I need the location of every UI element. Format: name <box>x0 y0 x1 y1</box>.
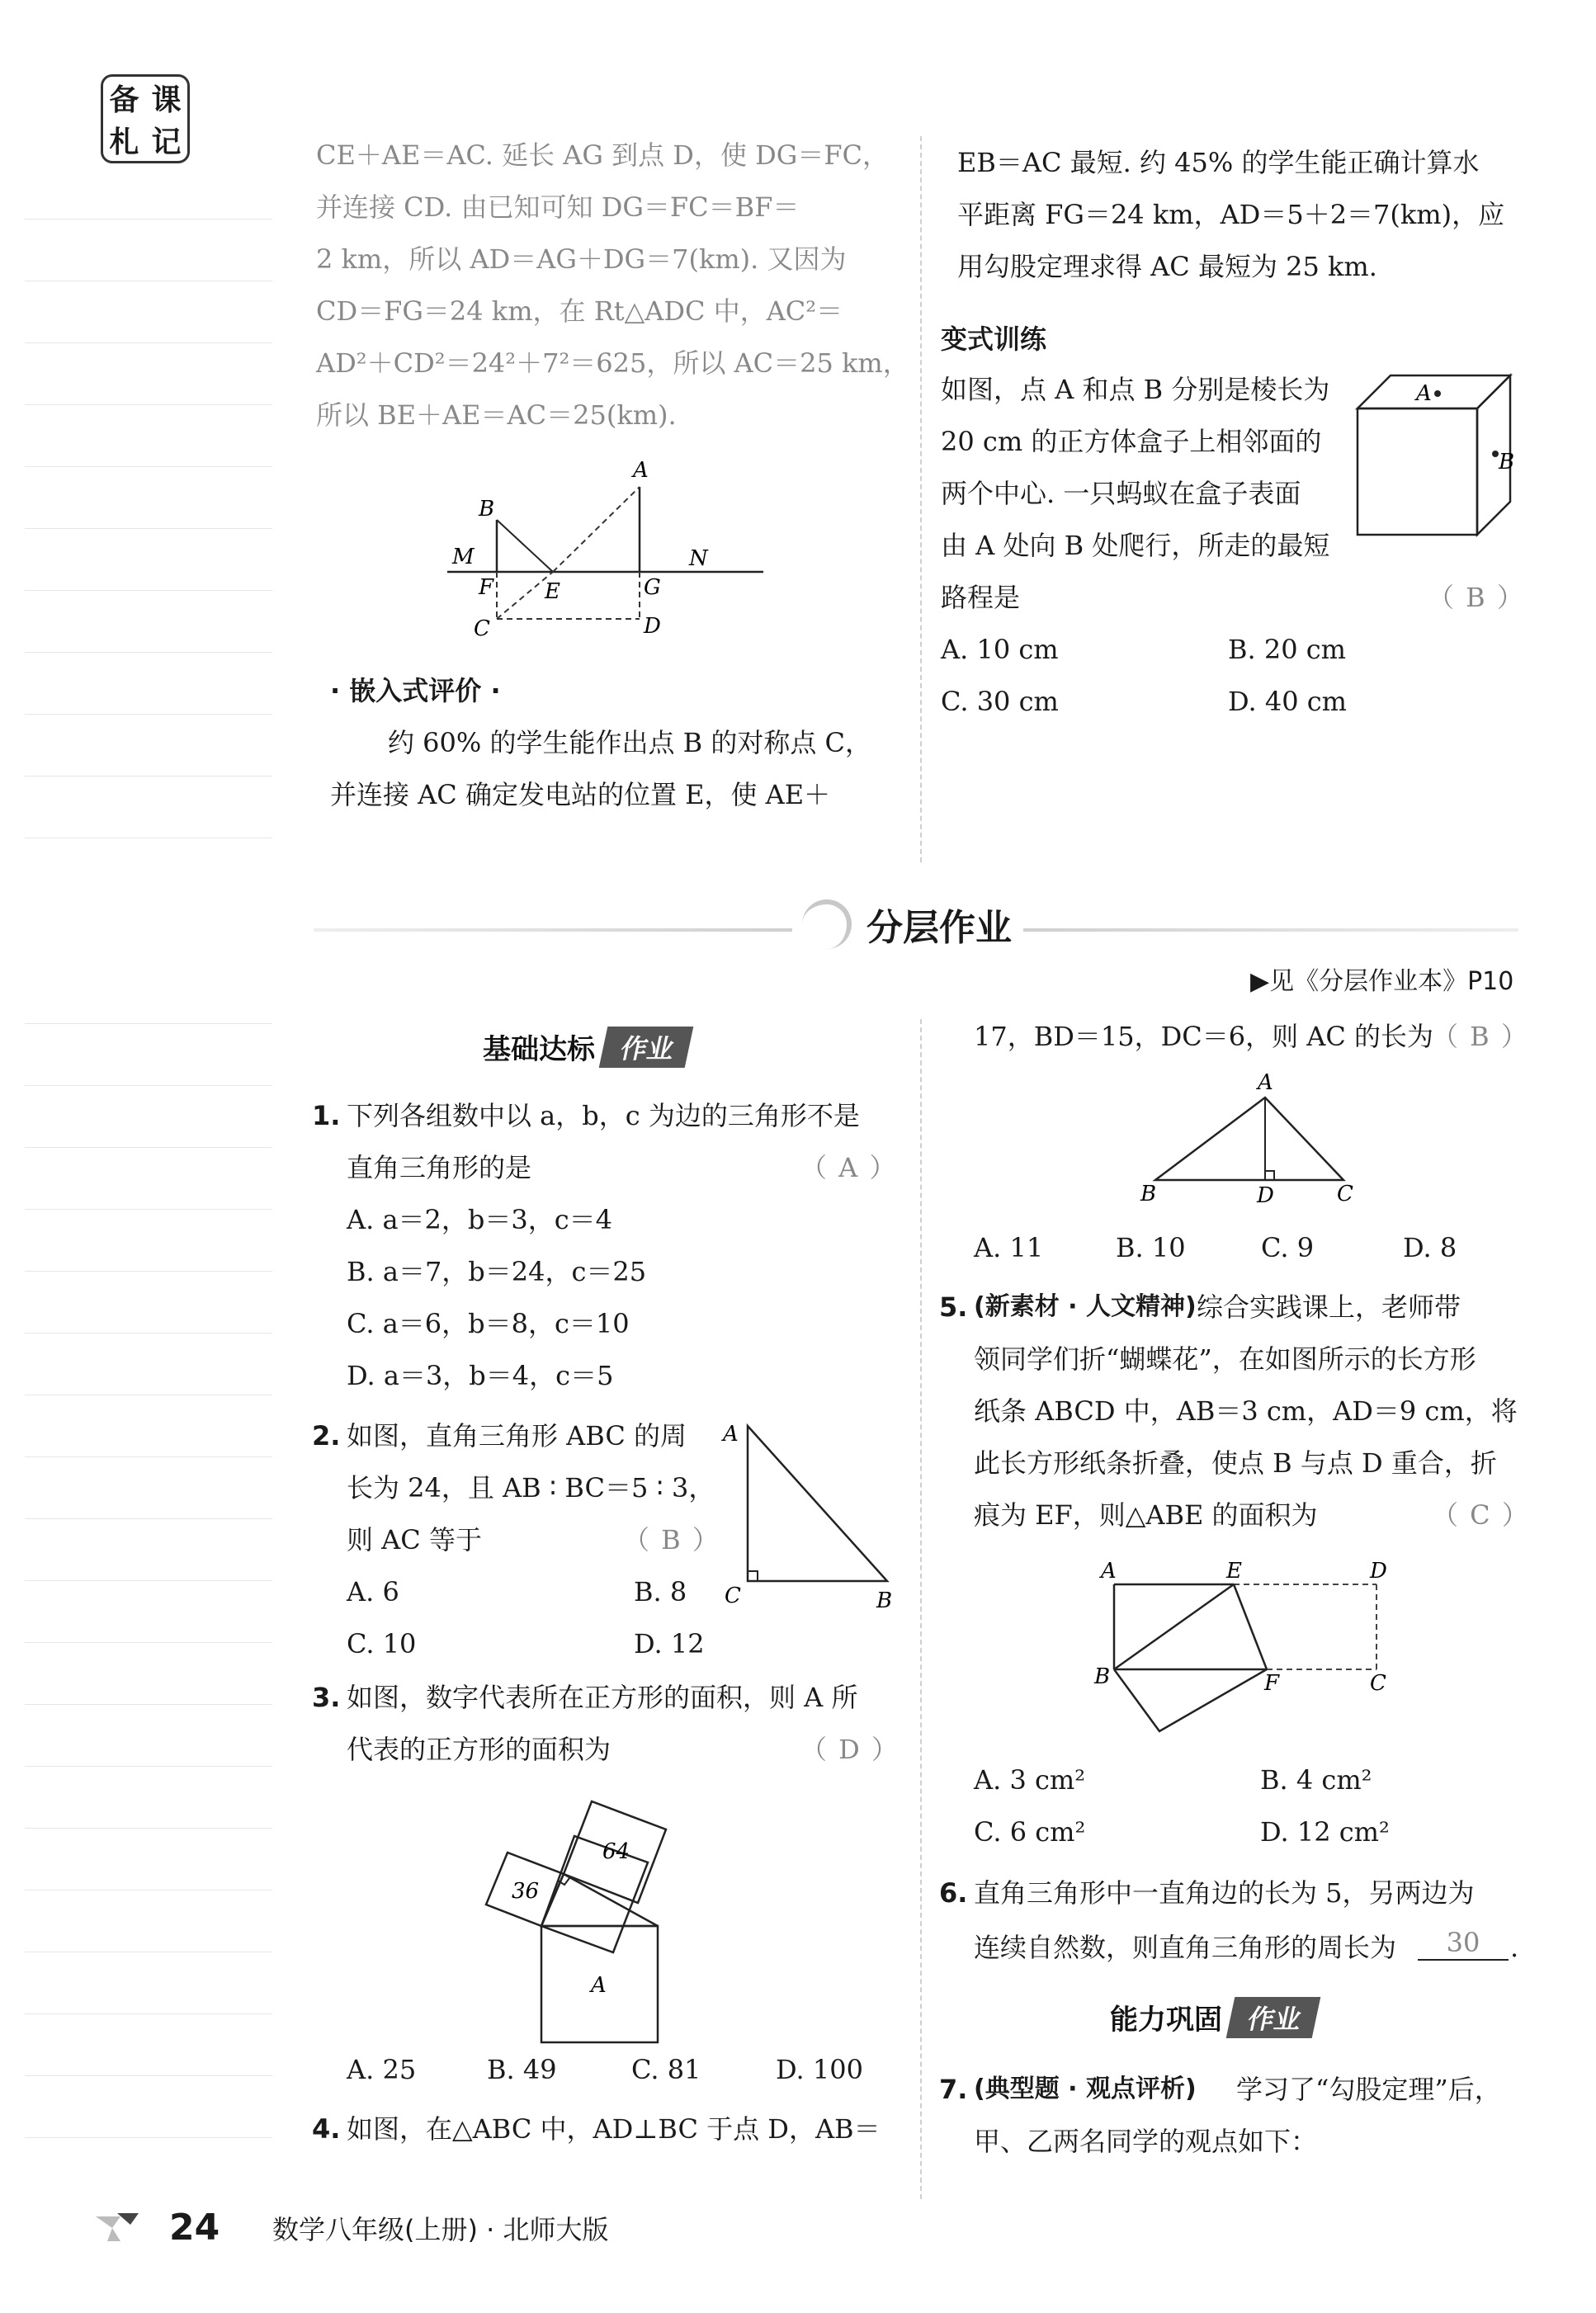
right-triangle-figure <box>718 1411 900 1617</box>
stamp-char: 记 <box>151 125 182 159</box>
badge-tag: 作业 <box>1226 1997 1321 2038</box>
ability-badge <box>1102 1995 1316 2039</box>
variant-line: 路程是 <box>941 582 1021 613</box>
solution-line: 并连接 CD. 由已知可知 DG＝FC＝BF＝ <box>316 191 800 223</box>
variant-line: 20 cm 的正方体盒子上相邻面的 <box>941 426 1322 457</box>
question-line-end: . <box>1510 1932 1519 1963</box>
vertex-label-c: C <box>1370 1671 1386 1696</box>
square-label-64: 64 <box>602 1839 630 1864</box>
header-rule-left <box>314 928 792 932</box>
solution-line: CD＝FG＝24 km，在 Rt△ADC 中，AC²＝ <box>316 295 843 327</box>
option: B. 20 cm <box>1228 634 1347 665</box>
option: B. 10 <box>1116 1232 1186 1263</box>
stamp-char: 课 <box>151 83 182 117</box>
answer-blank: 30 <box>1418 1926 1509 1961</box>
question-number: 3. <box>312 1682 341 1713</box>
option: D. 40 cm <box>1228 686 1348 717</box>
point-label-a: A <box>633 458 649 483</box>
question-line: 长为 24，且 AB ∶ BC＝5 ∶ 3， <box>347 1472 715 1503</box>
option: A. a＝2，b＝3，c＝4 <box>347 1204 613 1235</box>
question-line: 如图，在△ABC 中，AD⊥BC 于点 D，AB＝ <box>347 2113 881 2145</box>
variant-title: 变式训练 <box>941 323 1047 355</box>
point-label-b: B <box>479 497 495 522</box>
folded-strip-figure <box>1089 1551 1403 1741</box>
question-line: 代表的正方形的面积为 <box>347 1734 611 1765</box>
answer-mark: （ C ） <box>1432 1499 1530 1531</box>
question-line: 如图，数字代表所在正方形的面积，则 A 所 <box>347 1682 858 1713</box>
option: A. 25 <box>347 2054 417 2085</box>
notes-stamp <box>101 74 190 163</box>
option: C. 10 <box>347 1628 417 1659</box>
question-line: 此长方形纸条折叠，使点 B 与点 D 重合，折 <box>974 1447 1497 1479</box>
question-number: 6. <box>939 1877 968 1909</box>
header-rule-right <box>1023 928 1518 932</box>
question-line: 下列各组数中以 a，b，c 为边的三角形不是 <box>347 1100 860 1131</box>
question-line: 直角三角形的是 <box>347 1152 532 1183</box>
vertex-label-f: F <box>1264 1671 1280 1696</box>
option: B. a＝7，b＝24，c＝25 <box>347 1256 647 1287</box>
cube-label-a: A <box>1416 381 1432 406</box>
stamp-char: 札 <box>109 125 139 159</box>
solution-line: 所以 BE＋AE＝AC＝25(km). <box>316 399 677 431</box>
option: C. 30 cm <box>941 686 1059 717</box>
vertex-label-a: A <box>723 1422 739 1447</box>
point-label-c: C <box>474 616 490 641</box>
option: D. 8 <box>1403 1232 1457 1263</box>
squares-figure <box>479 1782 726 2055</box>
option: B. 49 <box>487 2054 557 2085</box>
page-number: 24 <box>169 2207 220 2249</box>
square-label-a: A <box>591 1973 607 1998</box>
cube-figure <box>1353 371 1527 545</box>
option: A. 6 <box>347 1576 399 1607</box>
badge-label: 基础达标 <box>483 1033 595 1066</box>
question-line: 领同学们折“蝴蝶花”，在如图所示的长方形 <box>974 1343 1476 1375</box>
option: B. 8 <box>634 1576 687 1607</box>
question-line: 连续自然数，则直角三角形的周长为 <box>974 1932 1397 1963</box>
solution-line: AD²＋CD²＝24²＋7²＝625，所以 AC＝25 km， <box>316 347 909 379</box>
option: D. 12 <box>634 1628 705 1659</box>
question-line: 如图，直角三角形 ABC 的周 <box>347 1420 687 1452</box>
variant-line: 由 A 处向 B 处爬行，所走的最短 <box>941 530 1330 561</box>
question-line: 直角三角形中一直角边的长为 5，另两边为 <box>974 1877 1475 1909</box>
option: C. 81 <box>631 2054 701 2085</box>
question-number: 4. <box>312 2113 341 2145</box>
question-number: 2. <box>312 1420 341 1452</box>
option: D. 12 cm² <box>1260 1816 1390 1848</box>
option: A. 11 <box>974 1232 1044 1263</box>
vertex-label-e: E <box>1226 1559 1242 1584</box>
symmetry-figure <box>437 450 784 648</box>
answer-mark: （ A ） <box>800 1152 898 1183</box>
solution-line: 用勾股定理求得 AC 最短为 25 km. <box>957 251 1377 282</box>
cube-label-b: B <box>1499 450 1515 474</box>
question-line: 甲、乙两名同学的观点如下： <box>974 2126 1318 2157</box>
solution-line: 2 km，所以 AD＝AG＋DG＝7(km). 又因为 <box>316 243 847 275</box>
vertex-label-c: C <box>725 1584 741 1608</box>
eval-line: 并连接 AC 确定发电站的位置 E，使 AE＋ <box>330 779 831 810</box>
answer-mark: （ B ） <box>623 1524 720 1555</box>
point-label-e: E <box>545 579 560 604</box>
option: A. 10 cm <box>941 634 1059 665</box>
square-label-36: 36 <box>512 1879 540 1904</box>
eval-title: · 嵌入式评价 · <box>330 675 501 706</box>
option: D. a＝3，b＝4，c＝5 <box>347 1360 614 1391</box>
section-title: 分层作业 <box>866 907 1012 949</box>
option: D. 100 <box>776 2054 863 2085</box>
vertex-label-b: B <box>876 1588 893 1613</box>
question-line: 纸条 ABCD 中，AB＝3 cm，AD＝9 cm，将 <box>974 1395 1518 1427</box>
question-line: 学习了“勾股定理”后， <box>1236 2074 1501 2105</box>
basic-badge <box>475 1025 689 1069</box>
column-divider <box>920 1019 922 2199</box>
answer-mark: （ B ） <box>1428 582 1525 613</box>
question-line: 痕为 EF，则△ABE 的面积为 <box>974 1499 1318 1531</box>
answer-mark: （ D ） <box>800 1734 900 1765</box>
book-title: 数学八年级(上册) · 北师大版 <box>272 2214 609 2245</box>
option: C. a＝6，b＝8，c＝10 <box>347 1308 630 1339</box>
option: C. 9 <box>1261 1232 1315 1263</box>
vertex-label-b: B <box>1094 1664 1111 1689</box>
variant-line: 两个中心. 一只蚂蚁在盒子表面 <box>941 478 1301 509</box>
question-number: 7. <box>939 2074 968 2105</box>
badge-tag: 作业 <box>599 1027 694 1068</box>
solution-line: EB＝AC 最短. 约 45% 的学生能正确计算水 <box>957 147 1480 178</box>
vertex-label-a: A <box>1101 1559 1117 1584</box>
question-number: 5. <box>939 1291 968 1323</box>
triangle-altitude-figure <box>1131 1069 1370 1209</box>
answer-mark: （ B ） <box>1432 1021 1529 1052</box>
solution-line: CE＋AE＝AC. 延长 AG 到点 D，使 DG＝FC， <box>316 139 890 171</box>
point-label-g: G <box>644 575 661 600</box>
question-line: 则 AC 等于 <box>347 1524 482 1555</box>
workbook-reference: ▶见《分层作业本》P10 <box>1250 967 1514 996</box>
option: B. 4 cm² <box>1260 1764 1372 1796</box>
vertex-label-c: C <box>1337 1182 1353 1206</box>
vertex-label-d: D <box>1257 1183 1274 1208</box>
stamp-char: 备 <box>109 83 139 117</box>
point-label-n: N <box>689 546 708 571</box>
question-number: 1. <box>312 1100 341 1131</box>
question-tag: (典型题 · 观点评析) <box>974 2075 1197 2103</box>
question-line: 综合实践课上，老师带 <box>1197 1291 1461 1323</box>
variant-line: 如图，点 A 和点 B 分别是棱长为 <box>941 374 1330 405</box>
footer-ornament-icon <box>92 2208 142 2246</box>
solution-line: 平距离 FG＝24 km，AD＝5＋2＝7(km)，应 <box>957 199 1505 230</box>
point-label-f: F <box>479 575 494 600</box>
header-swoosh-icon <box>802 899 852 949</box>
point-label-d: D <box>644 614 661 639</box>
badge-label: 能力巩固 <box>1110 2004 1222 2037</box>
point-label-m: M <box>452 545 475 569</box>
vertex-label-b: B <box>1140 1182 1157 1206</box>
question-line: 17，BD＝15，DC＝6，则 AC 的长为 <box>974 1021 1434 1052</box>
vertex-label-a: A <box>1258 1070 1273 1095</box>
column-divider <box>920 136 922 862</box>
option: C. 6 cm² <box>974 1816 1086 1848</box>
option: A. 3 cm² <box>974 1764 1086 1796</box>
eval-line: 约 60% 的学生能作出点 B 的对称点 C， <box>388 727 871 758</box>
vertex-label-d: D <box>1370 1559 1387 1584</box>
question-tag: (新素材 · 人文精神) <box>974 1292 1197 1321</box>
